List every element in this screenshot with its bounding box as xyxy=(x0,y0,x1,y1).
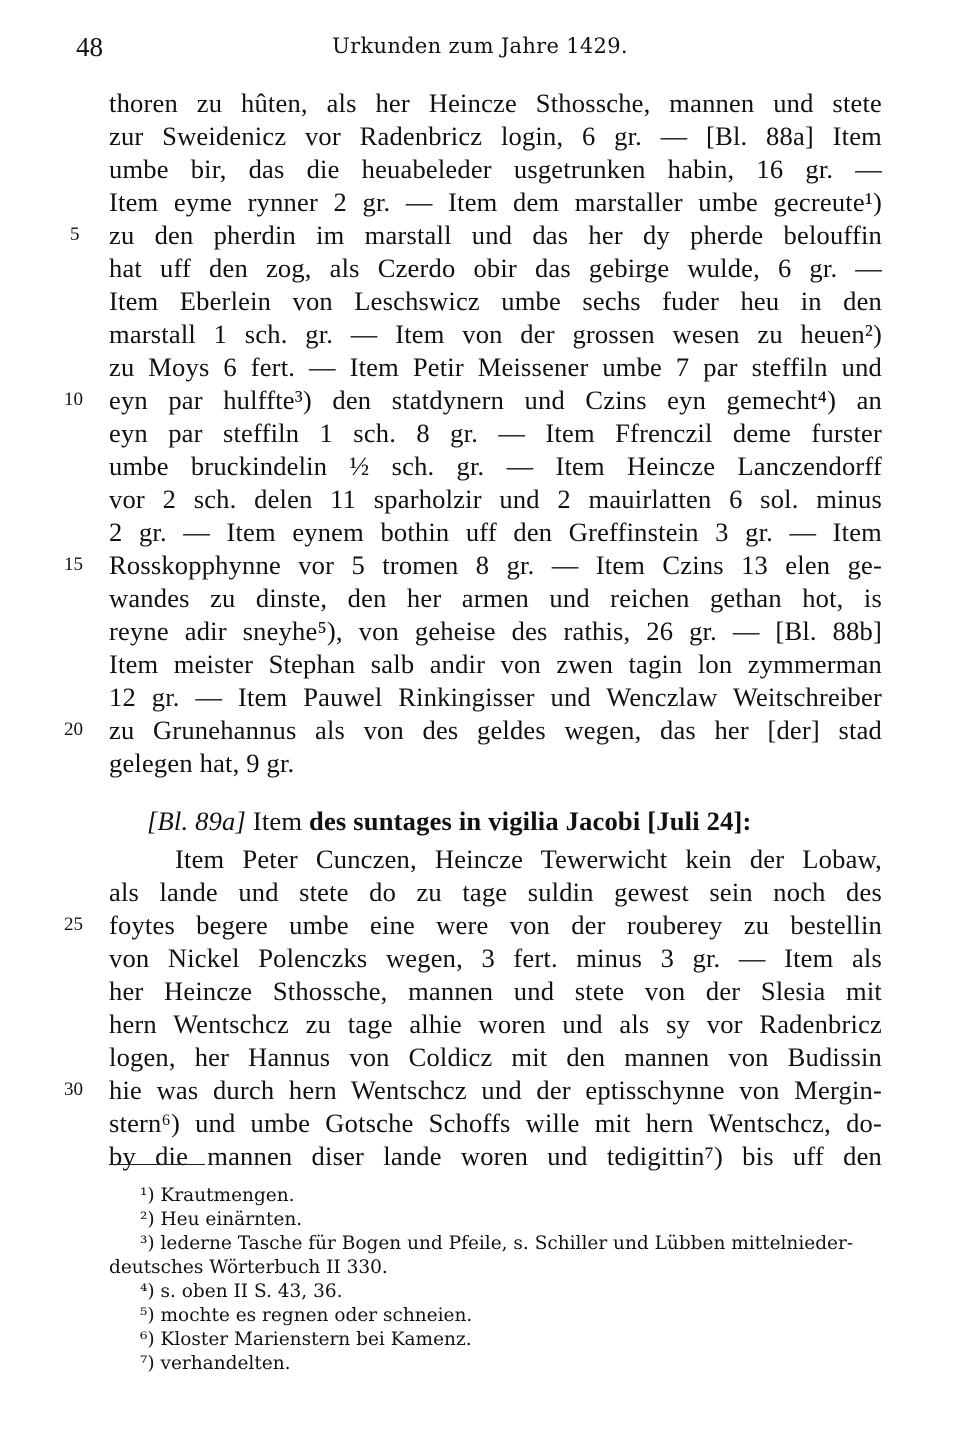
running-head: Urkunden zum Jahre 1429. xyxy=(332,34,628,58)
text-line: logen, her Hannus von Coldicz mit den mannen von Budissin xyxy=(109,1042,882,1072)
text-line: umbe bruckindelin ½ sch. gr. — Item Heincze Lanczendorff xyxy=(109,451,882,481)
footnote: ⁵) mochte es regnen oder schneien. xyxy=(140,1305,473,1326)
text-line: zu Grunehannus als von des geldes wegen, das her [der] stad xyxy=(109,715,882,745)
text-line: by die mannen diser lande woren und tedigittin⁷) bis uff den xyxy=(109,1141,882,1171)
text-line: zur Sweidenicz vor Radenbricz login, 6 gr. — [Bl. 88a] Item xyxy=(109,121,882,151)
text-line: als lande und stete do zu tage suldin gewest sein noch des xyxy=(109,877,882,907)
footnote: ²) Heu einärnten. xyxy=(140,1209,303,1230)
line-number: 25 xyxy=(64,914,83,935)
text-line: hie was durch hern Wentschcz und der eptisschynne von Mergin- xyxy=(109,1075,882,1105)
text-line: hern Wentschcz zu tage alhie woren und als sy vor Radenbricz xyxy=(109,1009,882,1039)
text-line: thoren zu hûten, als her Heincze Sthossche, mannen und stete xyxy=(109,88,882,118)
text-line: 12 gr. — Item Pauwel Rinkingisser und Wenczlaw Weitschreiber xyxy=(109,682,882,712)
text-line: hat uff den zog, als Czerdo obir das gebirge wulde, 6 gr. — xyxy=(109,253,882,283)
text-line: marstall 1 sch. gr. — Item von der grossen wesen zu heuen²) xyxy=(109,319,882,349)
line-number: 5 xyxy=(70,224,80,245)
text-line: von Nickel Polenczks wegen, 3 fert. minus 3 gr. — Item als xyxy=(109,943,882,973)
text-line: vor 2 sch. delen 11 sparholzir und 2 mauirlatten 6 sol. minus xyxy=(109,484,882,514)
text-line: Item Eberlein von Leschswicz umbe sechs fuder heu in den xyxy=(109,286,882,316)
heading-title: des suntages in vigilia Jacobi [Juli 24]: xyxy=(309,806,752,836)
footnote: deutsches Wörterbuch II 330. xyxy=(109,1257,388,1278)
text-line: eyn par steffiln 1 sch. 8 gr. — Item Ffrenczil deme furster xyxy=(109,418,882,448)
text-line: umbe bir, das die heuabeleder usgetrunken habin, 16 gr. — xyxy=(109,154,882,184)
line-number: 10 xyxy=(64,389,83,410)
text-line: Item Peter Cunczen, Heincze Tewerwicht kein der Lobaw, xyxy=(175,844,882,874)
text-line: 2 gr. — Item eynem bothin uff den Greffinstein 3 gr. — Item xyxy=(109,517,882,547)
footnote-rule xyxy=(109,1164,205,1165)
text-line: eyn par hulffte³) den statdynern und Czins eyn gemecht⁴) an xyxy=(109,385,882,415)
section-heading xyxy=(147,804,752,838)
line-number: 30 xyxy=(64,1079,83,1100)
footnote: ⁶) Kloster Marienstern bei Kamenz. xyxy=(140,1329,472,1350)
footnote: ³) lederne Tasche für Bogen und Pfeile, s. Schiller und Lübben mittelnieder- xyxy=(140,1233,854,1254)
text-line: stern⁶) und umbe Gotsche Schoffs wille mit hern Wentschcz, do- xyxy=(109,1108,882,1138)
text-line: Item eyme rynner 2 gr. — Item dem marstaller umbe gecreute¹) xyxy=(109,187,882,217)
text-line: Item meister Stephan salb andir von zwen tagin lon zymmerman xyxy=(109,649,882,679)
text-line: zu den pherdin im marstall und das her dy pherde belouffin xyxy=(109,220,882,250)
text-line: foytes begere umbe eine were von der rouberey zu bestellin xyxy=(109,910,882,940)
text-line: zu Moys 6 fert. — Item Petir Meissener umbe 7 par steffiln und xyxy=(109,352,882,382)
text-line: her Heincze Sthossche, mannen und stete von der Slesia mit xyxy=(109,976,882,1006)
text-line: wandes zu dinste, den her armen und reichen gethan hot, is xyxy=(109,583,882,613)
page-number: 48 xyxy=(76,32,103,62)
text-line: reyne adir sneyhe⁵), von geheise des rathis, 26 gr. — [Bl. 88b] xyxy=(109,616,882,646)
footnote: ⁷) verhandelten. xyxy=(140,1353,291,1374)
text-line: Rosskopphynne vor 5 tromen 8 gr. — Item Czins 13 elen ge- xyxy=(109,550,882,580)
text-line: gelegen hat, 9 gr. xyxy=(109,748,295,778)
footnote: ⁴) s. oben II S. 43, 36. xyxy=(140,1281,343,1302)
line-number: 20 xyxy=(64,719,83,740)
line-number: 15 xyxy=(64,554,83,575)
footnote: ¹) Krautmengen. xyxy=(140,1185,295,1206)
heading-item-word: Item xyxy=(252,806,303,836)
folio-marker: [Bl. 89a] xyxy=(147,806,246,836)
